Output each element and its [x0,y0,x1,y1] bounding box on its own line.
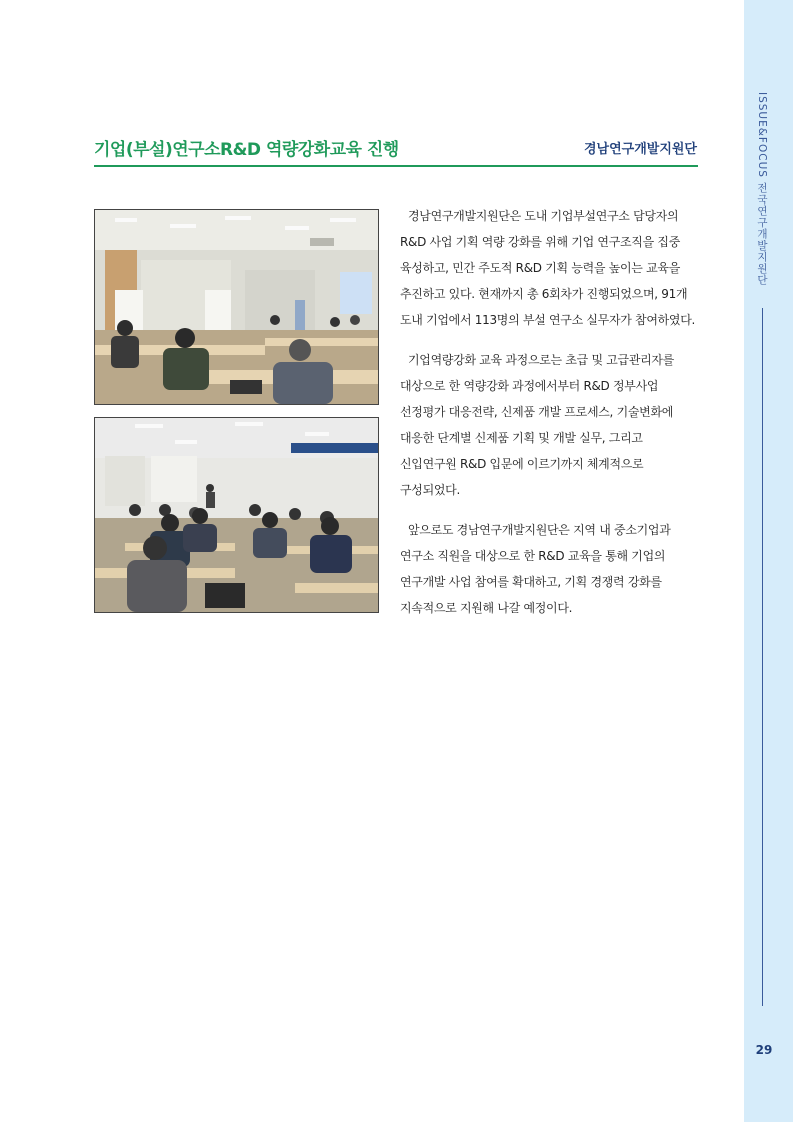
paragraph: 앞으로도 경남연구개발지원단은 지역 내 중소기업과 연구소 직원을 대상으로 한 R&D 교육을 통해 기업의 연구개발 사업 참여를 확대하고, 기획 경쟁력 강화를 지속적으로 지원해 나갈 예정이다. [400,523,671,615]
paragraph: 경남연구개발지원단은 도내 기업부설연구소 담당자의 R&D 사업 기획 역량 강화를 위해 기업 연구조직을 집중 육성하고, 민간 주도적 R&D 기획 능력을 높이는 교육을 추진하고 있다. 현재까지 총 6회차가 진행되었으며, 91개 도내 기업에서 113명의 부설 연구소 실무자가 참여하였다. [400,209,696,327]
photo-classroom-1 [94,209,379,405]
photo-classroom-2 [94,417,379,613]
sidebar-divider [762,308,763,1006]
article-title: 기업(부설)연구소R&D 역량강화교육 진행 [94,140,399,160]
section-label: ISSUE&FOCUS 전국연구개발지원단 [756,92,768,286]
article-body [400,203,698,635]
paragraph: 기업역량강화 교육 과정으로는 초급 및 고급관리자를 대상으로 한 역량강화 과정에서부터 R&D 정부사업 선정평가 대응전략, 신제품 개발 프로세스, 기술변화에 대응한 단계별 신제품 기획 및 개발 실무, 그리고 신입연구원 R&D 입문에 이르기까지 체계적으로 구성되었다. [400,353,674,497]
title-divider [94,165,698,167]
organization-name: 경남연구개발지원단 [583,142,697,157]
page-number: 29 [755,1043,773,1057]
